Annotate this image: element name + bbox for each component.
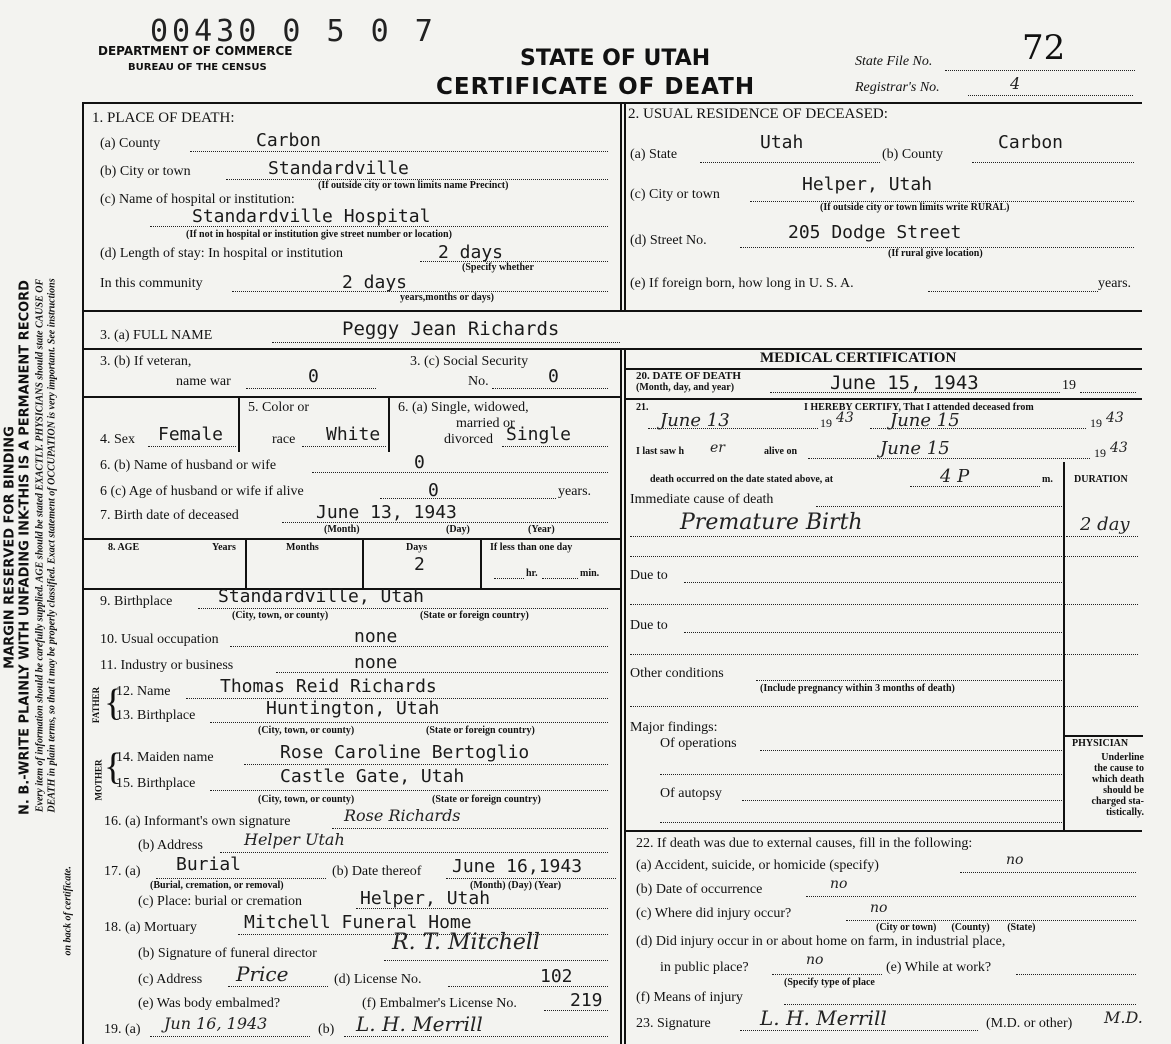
ext-sig-value: L. H. Merrill (760, 1006, 887, 1030)
pod-county-label: (a) County (100, 136, 161, 151)
filing-date: Jun 16, 1943 (164, 1014, 268, 1033)
burial-date-label: (b) Date thereof (332, 864, 422, 879)
pod-stay-value: 2 days (438, 242, 504, 263)
res-city-label: (c) City or town (630, 187, 720, 202)
margin-permanent-note: N. B.-WRITE PLAINLY WITH UNFADING INK-THIS IS A PERMANENT RECORD (17, 280, 33, 815)
state-heading: STATE OF UTAH (520, 46, 711, 71)
alive-year-prefix: 19 (1094, 446, 1106, 460)
race-label: race (272, 432, 296, 447)
father-name-label: 12. Name (116, 684, 171, 699)
marital-label-3: divorced (444, 432, 493, 447)
father-bp-label: 13. Birthplace (116, 708, 196, 723)
death-date-suffix: 19 (1062, 378, 1076, 393)
mortuary-address-value: Price (236, 962, 289, 986)
burial-place-value: Helper, Utah (360, 888, 491, 909)
other-conditions-note: (Include pregnancy within 3 months of death) (760, 683, 955, 694)
burial-type-value: Burial (176, 854, 242, 875)
ext-c-label: (c) Where did injury occur? (636, 906, 792, 921)
occupation-value: none (354, 626, 398, 647)
burial-date-note: (Month) (Day) (Year) (470, 880, 562, 891)
ext-d-label: (d) Did injury occur in or about home on farm, in industrial place, (636, 934, 1006, 949)
pod-stay-label: (d) Length of stay: In hospital or institution (100, 246, 344, 261)
informant-sig-label: 16. (a) Informant's own signature (104, 814, 291, 829)
attended-to: June 15 (890, 410, 960, 431)
file-number: 00430 0 5 0 7 (150, 14, 437, 49)
death-date-label: 20. DATE OF DEATH (636, 370, 741, 382)
m-label: m. (1042, 474, 1053, 485)
registrar-value: 4 (1010, 74, 1021, 93)
full-name-label: 3. (a) FULL NAME (100, 328, 213, 343)
due-to-2-label: Due to (630, 618, 668, 633)
res-county-value: Carbon (998, 132, 1064, 153)
embalmed-label: (e) Was body embalmed? (138, 996, 281, 1011)
birthplace-city-note: (City, town, or county) (232, 610, 329, 621)
alive-on-value: June 15 (880, 438, 950, 459)
pod-city-note: (If outside city or town limits name Precinct) (318, 180, 509, 191)
last-saw-label: I last saw h (636, 446, 685, 457)
immediate-cause-value: Premature Birth (680, 510, 863, 535)
duration-label: DURATION (1074, 474, 1128, 485)
department-label: DEPARTMENT OF COMMERCE (98, 44, 293, 58)
father-tag: FATHER (91, 686, 102, 724)
immediate-cause-label: Immediate cause of death (630, 492, 774, 507)
burial-date-value: June 16,1943 (452, 856, 583, 877)
ssn-label: 3. (c) Social Security (410, 354, 529, 369)
other-conditions-label: Other conditions (630, 666, 724, 681)
birthplace-value: Standardville, Utah (218, 586, 424, 607)
mother-tag: MOTHER (93, 759, 104, 801)
director-sig: R. T. Mitchell (392, 930, 540, 955)
mother-name-label: 14. Maiden name (116, 750, 214, 765)
spouse-age-value: 0 (428, 480, 439, 501)
ssn-label-2: No. (468, 374, 489, 389)
pod-hospital-note: (If not in hospital or institution give street number or location) (186, 229, 452, 240)
filing-registrar: L. H. Merrill (356, 1012, 483, 1036)
pod-community-note: years,months or days) (400, 292, 494, 303)
due-to-1-label: Due to (630, 568, 668, 583)
mother-bp-state-note: (State or foreign country) (432, 794, 541, 805)
burial-type-note: (Burial, cremation, or removal) (150, 880, 284, 891)
pod-community-value: 2 days (342, 272, 408, 293)
certify-label: I HEREBY CERTIFY, That I attended deceased from (804, 402, 1034, 413)
filing-label-a: 19. (a) (104, 1022, 141, 1037)
to-year-prefix: 19 (1090, 416, 1102, 430)
res-street-label: (d) Street No. (630, 233, 707, 248)
cert-num-21: 21. (636, 402, 649, 413)
pod-stay-note: (Specify whether (462, 262, 534, 273)
state-file-value: 72 (1022, 28, 1066, 68)
veteran-label-2: name war (176, 374, 231, 389)
ext-f-label: (f) Means of injury (636, 990, 743, 1005)
father-bp-city-note: (City, town, or county) (258, 725, 355, 736)
res-street-note: (If rural give location) (888, 248, 983, 259)
alive-label: alive on (764, 446, 798, 457)
margin-binding-label: MARGIN RESERVED FOR BINDING (2, 426, 18, 669)
birthplace-state-note: (State or foreign country) (420, 610, 529, 621)
industry-value: none (354, 652, 398, 673)
birth-date-label: 7. Birth date of deceased (100, 508, 239, 523)
ext-d-note: (Specify type of place (784, 977, 875, 988)
pod-hospital-label: (c) Name of hospital or institution: (100, 192, 295, 207)
attended-from: June 13 (660, 410, 730, 431)
res-county-label: (b) County (882, 147, 944, 162)
autopsy-label: Of autopsy (660, 786, 722, 801)
margin-instructions-3: on back of certificate. (62, 866, 74, 956)
informant-sig-value: Rose Richards (344, 806, 461, 825)
age-lt-day-label: If less than one day (490, 542, 573, 553)
res-city-note: (If outside city or town limits write RURAL) (820, 202, 1010, 213)
res-foreign-suffix: years. (1098, 276, 1132, 291)
pod-community-label: In this community (100, 276, 203, 291)
mother-name-value: Rose Caroline Bertoglio (280, 742, 530, 763)
age-years-label: Years (212, 542, 236, 553)
mortuary-address-label: (c) Address (138, 972, 203, 987)
mortuary-label: 18. (a) Mortuary (104, 920, 197, 935)
license-label: (d) License No. (334, 972, 422, 987)
occupation-label: 10. Usual occupation (100, 632, 219, 647)
race-value: White (326, 424, 381, 445)
pod-city-label: (b) City or town (100, 164, 191, 179)
marital-label-2: married or (456, 416, 515, 431)
from-year-prefix: 19 (820, 416, 832, 430)
registrar-label: Registrar's No. (855, 80, 940, 95)
ssn-value: 0 (548, 366, 559, 387)
age-min-label: min. (580, 568, 600, 579)
burial-place-label: (c) Place: burial or cremation (138, 894, 303, 909)
medical-heading: MEDICAL CERTIFICATION (760, 350, 957, 366)
res-state-value: Utah (760, 132, 804, 153)
ext-c-value: no (870, 900, 888, 916)
spouse-value: 0 (414, 452, 425, 473)
birth-year-note: (Year) (528, 524, 555, 535)
informant-addr-value: Helper Utah (244, 830, 345, 849)
age-hr-label: hr. (526, 568, 538, 579)
age-days-value: 2 (414, 554, 425, 575)
marital-value: Single (506, 424, 572, 445)
external-heading: 22. If death was due to external causes, fill in the following: (636, 836, 973, 851)
color-label: 5. Color or (248, 400, 310, 415)
major-findings-label: Major findings: (630, 720, 718, 735)
margin-instructions-1: Every item of information should be carefully supplied. AGE should be stated EXACTLY. PHYSICIANS should state CAUSE OF (34, 278, 46, 813)
full-name-value: Peggy Jean Richards (342, 318, 560, 340)
birthplace-label: 9. Birthplace (100, 594, 173, 609)
sex-value: Female (158, 424, 224, 445)
sex-label: 4. Sex (100, 432, 135, 447)
ext-md-value: M.D. (1104, 1008, 1143, 1027)
ext-e-label: (e) While at work? (886, 960, 992, 975)
mother-bp-label: 15. Birthplace (116, 776, 196, 791)
bureau-label: BUREAU OF THE CENSUS (128, 62, 267, 73)
ext-d-label-2: in public place? (660, 960, 749, 975)
res-city-value: Helper, Utah (802, 174, 933, 195)
certificate-title: CERTIFICATE OF DEATH (436, 74, 756, 100)
res-state-label: (a) State (630, 147, 678, 162)
birth-month-note: (Month) (324, 524, 360, 535)
burial-label: 17. (a) (104, 864, 141, 879)
mother-bp-value: Castle Gate, Utah (280, 766, 465, 787)
marital-label: 6. (a) Single, widowed, (398, 400, 529, 415)
pod-hospital-value: Standardville Hospital (192, 206, 431, 227)
alive-year: 43 (1110, 440, 1128, 456)
age-label: 8. AGE (108, 542, 140, 553)
immediate-duration: 2 day (1080, 514, 1130, 535)
spouse-age-label: 6 (c) Age of husband or wife if alive (100, 484, 304, 499)
res-foreign-label: (e) If foreign born, how long in U. S. A. (630, 276, 854, 291)
embalmer-label: (f) Embalmer's License No. (362, 996, 517, 1011)
margin-instructions-2: DEATH in plain terms, so that it may be properly classified. Exact statement of OCCUPATION is very important. See instructions (46, 278, 58, 813)
ext-b-value: no (830, 876, 848, 892)
spouse-label: 6. (b) Name of husband or wife (100, 458, 277, 473)
last-saw-her: er (710, 440, 725, 456)
place-of-death-heading: 1. PLACE OF DEATH: (92, 110, 235, 126)
informant-addr-label: (b) Address (138, 838, 203, 853)
mortuary-name-value: Mitchell Funeral Home (244, 912, 472, 933)
binding-margin (0, 100, 80, 1040)
license-value: 102 (540, 966, 573, 987)
father-name-value: Thomas Reid Richards (220, 676, 437, 697)
birth-day-note: (Day) (446, 524, 470, 535)
physician-note: Underline the cause to which death should be charged sta- tistically. (1091, 752, 1144, 818)
father-bp-state-note: (State or foreign country) (426, 725, 535, 736)
physician-note-title: PHYSICIAN (1072, 738, 1129, 749)
ext-d-value: no (806, 952, 824, 968)
ext-a-label: (a) Accident, suicide, or homicide (specify) (636, 858, 879, 873)
ext-md-label: (M.D. or other) (986, 1016, 1073, 1031)
attended-from-year: 43 (836, 410, 854, 426)
residence-heading: 2. USUAL RESIDENCE OF DECEASED: (628, 106, 888, 122)
father-bp-value: Huntington, Utah (266, 698, 440, 719)
pod-county-value: Carbon (256, 130, 322, 151)
ext-b-label: (b) Date of occurrence (636, 882, 763, 897)
operations-label: Of operations (660, 736, 737, 751)
death-date-value: June 15, 1943 (830, 372, 979, 394)
mother-bp-city-note: (City, town, or county) (258, 794, 355, 805)
director-label: (b) Signature of funeral director (138, 946, 317, 961)
embalmer-value: 219 (570, 990, 603, 1011)
occurred-label: death occurred on the date stated above, at (650, 474, 834, 485)
death-time: 4 P (940, 466, 970, 487)
veteran-value: 0 (308, 366, 319, 387)
state-file-label: State File No. (855, 54, 933, 69)
ext-c-note: (City or town) (County) (State) (876, 922, 1036, 933)
filing-label-b: (b) (318, 1022, 335, 1037)
ext-a-value: no (1006, 852, 1024, 868)
birth-date-value: June 13, 1943 (316, 502, 457, 523)
ext-sig-label: 23. Signature (636, 1016, 711, 1031)
pod-city-value: Standardville (268, 158, 409, 179)
veteran-label: 3. (b) If veteran, (100, 354, 192, 369)
death-date-note: (Month, day, and year) (636, 382, 735, 393)
spouse-age-suffix: years. (558, 484, 592, 499)
res-street-value: 205 Dodge Street (788, 222, 962, 243)
attended-to-year: 43 (1106, 410, 1124, 426)
age-days-label: Days (406, 542, 428, 553)
age-months-label: Months (286, 542, 319, 553)
industry-label: 11. Industry or business (100, 658, 234, 673)
